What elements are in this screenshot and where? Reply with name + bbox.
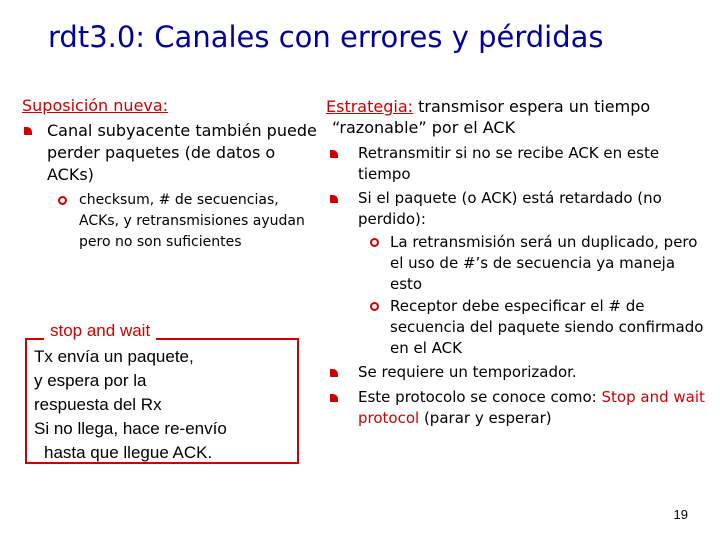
right-bullet-3: Se requiere un temporizador.	[326, 362, 706, 383]
protocol-name-highlight: Stop and wait protocol	[358, 388, 705, 427]
left-sub-bullet-1: checksum, # de secuencias, ACKs, y retransmisiones ayudan pero no son suficientes	[22, 190, 322, 253]
red-square-bullet-icon	[24, 127, 32, 135]
red-circle-bullet-icon	[58, 196, 67, 205]
red-circle-bullet-icon	[370, 302, 379, 311]
right-bullet-4: Este protocolo se conoce como: Stop and wait protocol (parar y esperar)	[326, 387, 706, 429]
box-line-4: Si no llega, hace re-envío	[34, 419, 227, 438]
red-circle-bullet-icon	[370, 238, 379, 247]
strategy-label: Estrategia:	[326, 97, 414, 116]
right-bullet-2: Si el paquete (o ACK) está retardado (no perdido):	[326, 188, 706, 230]
red-square-bullet-icon	[330, 369, 338, 377]
strategy-text: transmisor espera un tiempo “razonable” por el ACK	[332, 97, 651, 137]
left-column	[22, 96, 322, 253]
red-square-bullet-icon	[330, 195, 338, 203]
stop-and-wait-title: stop and wait	[44, 321, 156, 341]
left-heading: Suposición nueva:	[22, 96, 169, 115]
slide-title: rdt3.0: Canales con errores y pérdidas	[48, 20, 604, 54]
stop-and-wait-text	[34, 345, 296, 465]
box-line-2: y espera por la	[34, 371, 147, 390]
right-column	[326, 96, 706, 429]
right-bullet-1: Retransmitir si no se recibe ACK en este tiempo	[326, 143, 706, 185]
box-line-5: hasta que llegue ACK.	[44, 443, 213, 462]
red-square-bullet-icon	[330, 150, 338, 158]
right-sub-bullet-2: Receptor debe especificar el # de secuencia del paquete siendo confirmado en el ACK	[326, 296, 706, 359]
right-heading	[326, 96, 706, 138]
left-bullet-1: Canal subyacente también puede perder paquetes (de datos o ACKs)	[22, 120, 322, 186]
box-line-1: Tx envía un paquete,	[34, 347, 194, 366]
red-square-bullet-icon	[330, 394, 338, 402]
box-line-3: respuesta del Rx	[34, 395, 162, 414]
page-number: 19	[673, 507, 688, 522]
right-sub-bullet-1: La retransmisión será un duplicado, pero el uso de #’s de secuencia ya maneja esto	[326, 232, 706, 295]
